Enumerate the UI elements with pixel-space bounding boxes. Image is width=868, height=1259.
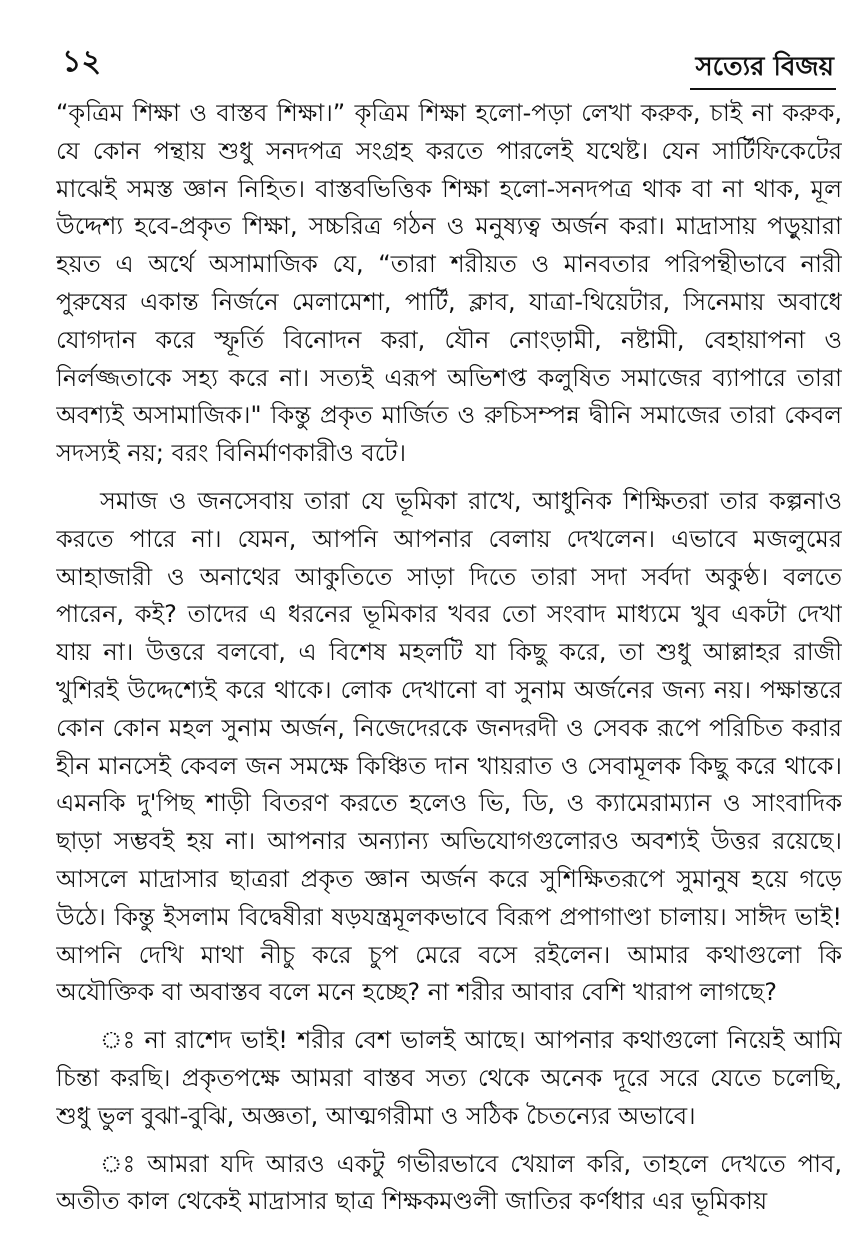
running-title: সত্যের বিজয় <box>695 52 834 82</box>
paragraph-1: “কৃত্রিম শিক্ষা ও বাস্তব শিক্ষা।” কৃত্রিম শিক্ষা হলো-পড়া লেখা করুক, চাই না করুক, যে কোন পন্থায় শুধু সনদপত্র সংগ্রহ করতে পারলেই যথেষ্ট। যেন সার্টিফিকেটের মাঝেই সমস্ত জ্ঞান নিহিত। বাস্তবভিত্তিক শিক্ষা হলো-সনদপত্র থাক বা না থাক, মূল উদ্দেশ্য হবে-প্রকৃত শিক্ষা, সচ্চরিত্র গঠন ও মনুষ্যত্ব অর্জন করা। মাদ্রাসায় পড়ুয়ারা হয়ত এ অর্থে অসামাজিক যে, “তারা শরীয়ত ও মানবতার পরিপন্থীভাবে নারী পুরুষের একান্ত নির্জনে মেলামেশা, পার্টি, ক্লাব, যাত্রা-থিয়েটার, সিনেমায় অবাধে যোগদান করে স্ফূর্তি বিনোদন করা, যৌন নোংড়ামী, নষ্টামী, বেহায়াপনা ও নির্লজ্জতাকে সহ্য করে না। সত্যই এরূপ অভিশপ্ত কলুষিত সমাজের ব্যাপারে তারা অবশ্যই অসামাজিক।" কিন্তু প্রকৃত মার্জিত ও রুচিসম্পন্ন দ্বীনি সমাজের তারা কেবল সদস্যই নয়; বরং বিনির্মাণকারীও বটে। <box>56 99 842 468</box>
paragraph-2: সমাজ ও জনসেবায় তারা যে ভূমিকা রাখে, আধুনিক শিক্ষিতরা তার কল্পনাও করতে পারে না। যেমন, আপনি আপনার বেলায় দেখলেন। এভাবে মজলুমের আহাজারী ও অনাথের আকুতিতে সাড়া দিতে তারা সদা সর্বদা অকুণ্ঠ। বলতে পারেন, কই? তাদের এ ধরনের ভূমিকার খবর তো সংবাদ মাধ্যমে খুব একটা দেখা যায় না। উত্তরে বলবো, এ বিশেষ মহলটি যা কিছু করে, তা শুধু আল্লাহর রাজী খুশিরই উদ্দেশ্যেই করে থাকে। লোক দেখানো বা সুনাম অর্জনের জন্য নয়। পক্ষান্তরে কোন কোন মহল সুনাম অর্জন, নিজেদেরকে জনদরদী ও সেবক রূপে পরিচিত করার হীন মানসেই কেবল জন সমক্ষে কিঞ্চিত দান খায়রাত ও সেবামূলক কিছু করে থাকে। এমনকি দু'পিছ শাড়ী বিতরণ করতে হলেও ভি, ডি, ও ক্যামেরাম্যান ও সাংবাদিক ছাড়া সম্ভবই হয় না। আপনার অন্যান্য অভিযোগগুলোরও অবশ্যই উত্তর রয়েছে। আসলে মাদ্রাসার ছাত্ররা প্রকৃত জ্ঞান অর্জন করে সুশিক্ষিতরূপে সুমানুষ হয়ে গড়ে উঠে। কিন্তু ইসলাম বিদ্বেষীরা ষড়যন্ত্রমূলকভাবে বিরূপ প্রপাগাণ্ডা চালায়। সাঈদ ভাই! আপনি দেখি মাথা নীচু করে চুপ মেরে বসে রইলেন। আমার কথাগুলো কি অযৌক্তিক বা অবাস্তব বলে মনে হচ্ছে? না শরীর আবার বেশি খারাপ লাগছে? <box>56 486 842 1007</box>
page-header <box>0 0 868 96</box>
paragraph-3: ঃ না রাশেদ ভাই! শরীর বেশ ভালই আছে। আপনার কথাগুলো নিয়েই আমি চিন্তা করছি। প্রকৃতপক্ষে আমরা বাস্তব সত্য থেকে অনেক দূরে সরে যেতে চলেছি, শুধু ভুল বুঝা-বুঝি, অজ্ঞতা, আত্মগরীমা ও সঠিক চৈতন্যের অভাবে। <box>56 1026 842 1130</box>
header-underline <box>690 88 836 90</box>
body-text <box>56 95 842 1255</box>
paragraph-4: ঃ আমরা যদি আরও একটু গভীরভাবে খেয়াল করি, তাহলে দেখতে পাব, অতীত কাল থেকেই মাদ্রাসার ছাত্র শিক্ষকমণ্ডলী জাতির কর্ণধার এর ভূমিকায় <box>56 1149 842 1216</box>
page-number: ১২ <box>62 44 101 79</box>
